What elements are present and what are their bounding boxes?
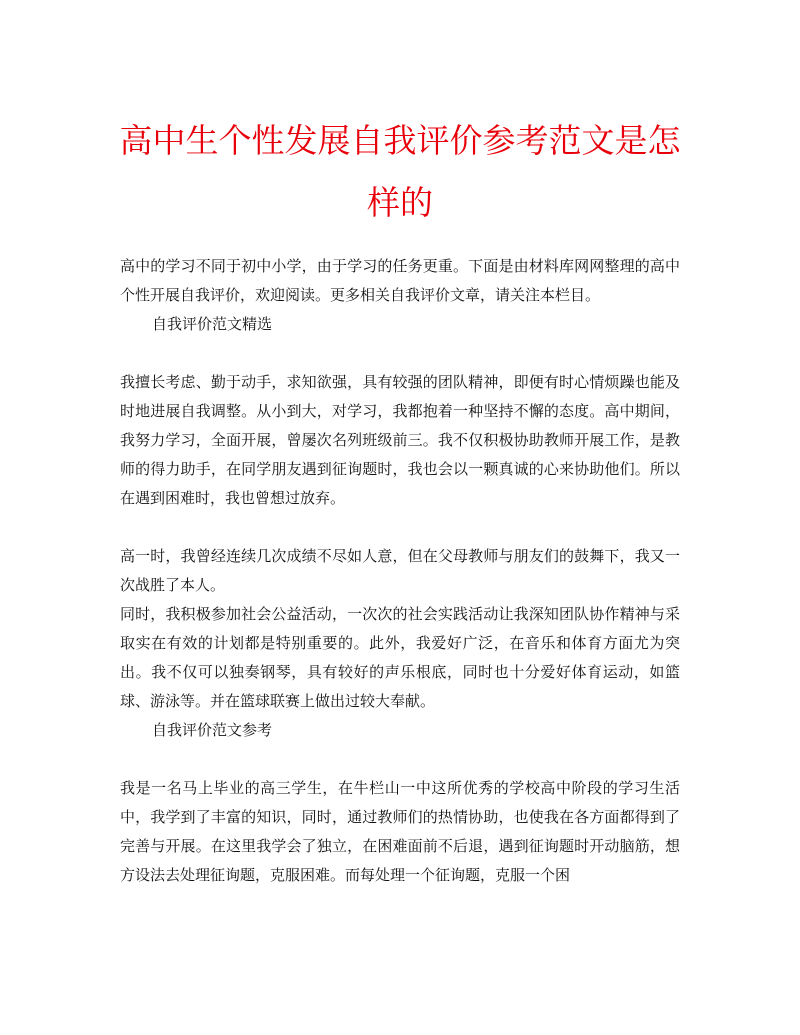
body-paragraph: 高一时，我曾经连续几次成绩不尽如人意，但在父母教师与朋友们的鼓舞下，我又一次战胜了本人。	[120, 547, 680, 594]
body-paragraph: 我擅长考虑、勤于动手，求知欲强，具有较强的团队精神，即便有时心情烦躁也能及时地进展自我调整。从小到大，对学习，我都抱着一种坚持不懈的态度。高中期间，我努力学习，全面开展，曾屡次名列班级前三。我不仅积极协助教师开展工作，是教师的得力助手，在同学朋友遇到征询题时，我也会以一颗真诚的心来协助他们。所以在遇到困难时，我也曾想过放弃。	[120, 373, 680, 507]
paragraph-gap	[120, 339, 680, 368]
paragraph-gap	[120, 745, 680, 774]
intro-paragraph: 高中的学习不同于初中小学，由于学习的任务更重。下面是由材料库网网整理的高中个性开展自我评价，欢迎阅读。更多相关自我评价文章，请关注本栏目。	[120, 257, 680, 304]
section-heading-reference: 自我评价范文参考	[152, 721, 273, 739]
body-paragraph: 同时，我积极参加社会公益活动，一次次的社会实践活动让我深知团队协作精神与采取实在有效的计划都是特别重要的。此外，我爱好广泛，在音乐和体育方面尤为突出。我不仅可以独奏钢琴，具有较好的声乐根底，同时也十分爱好体育运动，如篮球、游泳等。并在篮球联赛上做出过较大奉献。	[120, 605, 680, 710]
body-paragraph: 我是一名马上毕业的高三学生，在牛栏山一中这所优秀的学校高中阶段的学习生活中，我学到了丰富的知识，同时，通过教师们的热情协助，也使我在各方面都得到了完善与开展。在这里我学会了独立，在困难面前不后退，遇到征询题时开动脑筋，想方设法去处理征询题，克服困难。而每处理一个征询题，克服一个困	[120, 779, 680, 884]
paragraph-gap	[120, 513, 680, 542]
section-heading-selected: 自我评价范文精选	[152, 315, 273, 333]
document-body	[120, 252, 680, 890]
document-title: 高中生个性发展自我评价参考范文是怎样的	[119, 121, 681, 222]
